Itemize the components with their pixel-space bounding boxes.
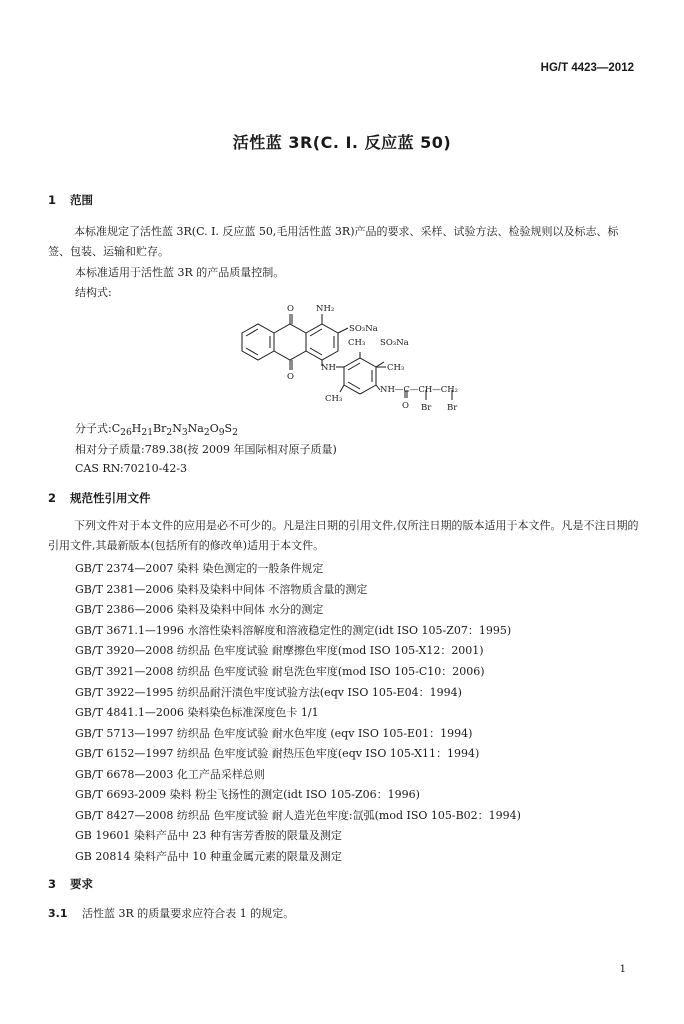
structure-label-br-2: Br: [447, 403, 458, 413]
structure-label-chain-o: O: [402, 401, 409, 411]
clause-3-1: [48, 905, 294, 921]
structure-label-ch3-3: CH₃: [325, 394, 343, 404]
reference-item: GB/T 5713—1997 纺织品 色牢度试验 耐水色牢度 (eqv ISO 105-E01：1994): [75, 727, 473, 740]
section-title: 要求: [70, 877, 93, 891]
formula-element: Na: [187, 422, 204, 435]
formula-count: 3: [181, 427, 188, 439]
clause-text: 活性蓝 3R 的质量要求应符合表 1 的规定。: [82, 907, 295, 920]
reference-item: GB 19601 染料产品中 23 种有害芳香胺的限量及测定: [75, 829, 342, 842]
formula-element: N: [172, 422, 182, 435]
document-code: HG/T 4423—2012: [540, 62, 634, 74]
reference-item: GB/T 4841.1—2006 染料染色标准深度色卡 1/1: [75, 706, 319, 719]
structure-label: 结构式:: [75, 286, 112, 299]
formula-count: 9: [218, 427, 225, 439]
structure-label-br-1: Br: [421, 403, 432, 413]
reference-item: GB/T 6693-2009 染料 粉尘飞扬性的测定(idt ISO 105-Z06：1996): [75, 788, 420, 801]
reference-item: GB/T 2381—2006 染料及染料中间体 不溶物质含量的测定: [75, 583, 368, 596]
section-number: 1: [48, 193, 57, 207]
formula-count: 2: [232, 427, 238, 439]
section-heading-scope: [48, 192, 93, 208]
structure-label-nh2: NH₂: [316, 304, 335, 314]
reference-item: GB/T 3921—2008 纺织品 色牢度试验 耐皂洗色牢度(mod ISO 105-C10：2006): [75, 665, 485, 678]
reference-item: GB/T 6678—2003 化工产品采样总则: [75, 768, 265, 781]
formula-prefix: 分子式:: [75, 422, 112, 435]
clause-number: 3.1: [48, 907, 68, 920]
structure-label-ch3-2: CH₃: [387, 363, 405, 373]
structure-label-nh: NH: [321, 363, 336, 373]
structure-label-chain: NH—C—CH—CH₂: [380, 385, 459, 395]
chemical-structure-diagram: [230, 300, 490, 418]
formula-count: 2: [203, 427, 210, 439]
structure-label-o-top: O: [287, 304, 294, 314]
section-number: 2: [48, 491, 57, 505]
page-title: 活性蓝 3R(C. I. 反应蓝 50): [232, 133, 452, 152]
formula-element: H: [131, 422, 142, 435]
section-heading-refs: [48, 490, 151, 506]
formula-count: 21: [141, 427, 154, 439]
reference-item: GB/T 6152—1997 纺织品 色牢度试验 耐热压色牢度(eqv ISO 105-X11：1994): [75, 747, 480, 760]
scope-applicability: 本标准适用于活性蓝 3R 的产品质量控制。: [75, 266, 285, 279]
molecular-formula: [75, 420, 238, 438]
formula-count: 2: [166, 427, 173, 439]
formula-element: S: [224, 422, 233, 435]
structure-label-ch3-1: CH₃: [348, 338, 366, 348]
scope-paragraph: 本标准规定了活性蓝 3R(C. I. 反应蓝 50,毛用活性蓝 3R)产品的要求、采样、试验方法、检验规则以及标志、标签、包装、运输和贮存。: [48, 225, 619, 258]
reference-item: GB/T 3671.1—1996 水溶性染料溶解度和溶液稳定性的测定(idt ISO 105-Z07：1995): [75, 624, 512, 637]
reference-item: GB/T 2374—2007 染料 染色测定的一般条件规定: [75, 562, 324, 575]
reference-item: GB/T 3922—1995 纺织品耐汗渍色牢度试验方法(eqv ISO 105-E04：1994): [75, 686, 462, 699]
reference-item: GB/T 8427—2008 纺织品 色牢度试验 耐人造光色牢度:氙弧(mod ISO 105-B02：1994): [75, 809, 521, 822]
structure-label-o-bottom: O: [287, 372, 294, 382]
section-heading-requirements: [48, 876, 93, 892]
structure-label-so3na-1: SO₃Na: [349, 324, 378, 334]
cas-number: CAS RN:70210-42-3: [75, 462, 188, 475]
section-title: 范围: [70, 193, 93, 207]
formula-element: O: [209, 422, 219, 435]
reference-item: GB/T 3920—2008 纺织品 色牢度试验 耐摩擦色牢度(mod ISO 105-X12：2001): [75, 644, 484, 657]
structure-label-so3na-2: SO₃Na: [380, 338, 409, 348]
formula-element: Br: [153, 422, 167, 435]
formula-count: 26: [120, 427, 132, 439]
section-number: 3: [48, 877, 57, 891]
page-number: 1: [619, 964, 626, 975]
section-title: 规范性引用文件: [70, 491, 151, 505]
formula-element: C: [111, 422, 121, 435]
molecular-mass: 相对分子质量:789.38(按 2009 年国际相对原子质量): [75, 443, 337, 456]
reference-item: GB 20814 染料产品中 10 种重金属元素的限量及测定: [75, 850, 342, 863]
refs-paragraph: 下列文件对于本文件的应用是必不可少的。凡是注日期的引用文件,仅所注日期的版本适用于本文件。凡是不注日期的引用文件,其最新版本(包括所有的修改单)适用于本文件。: [48, 519, 639, 552]
reference-item: GB/T 2386—2006 染料及染料中间体 水分的测定: [75, 603, 324, 616]
